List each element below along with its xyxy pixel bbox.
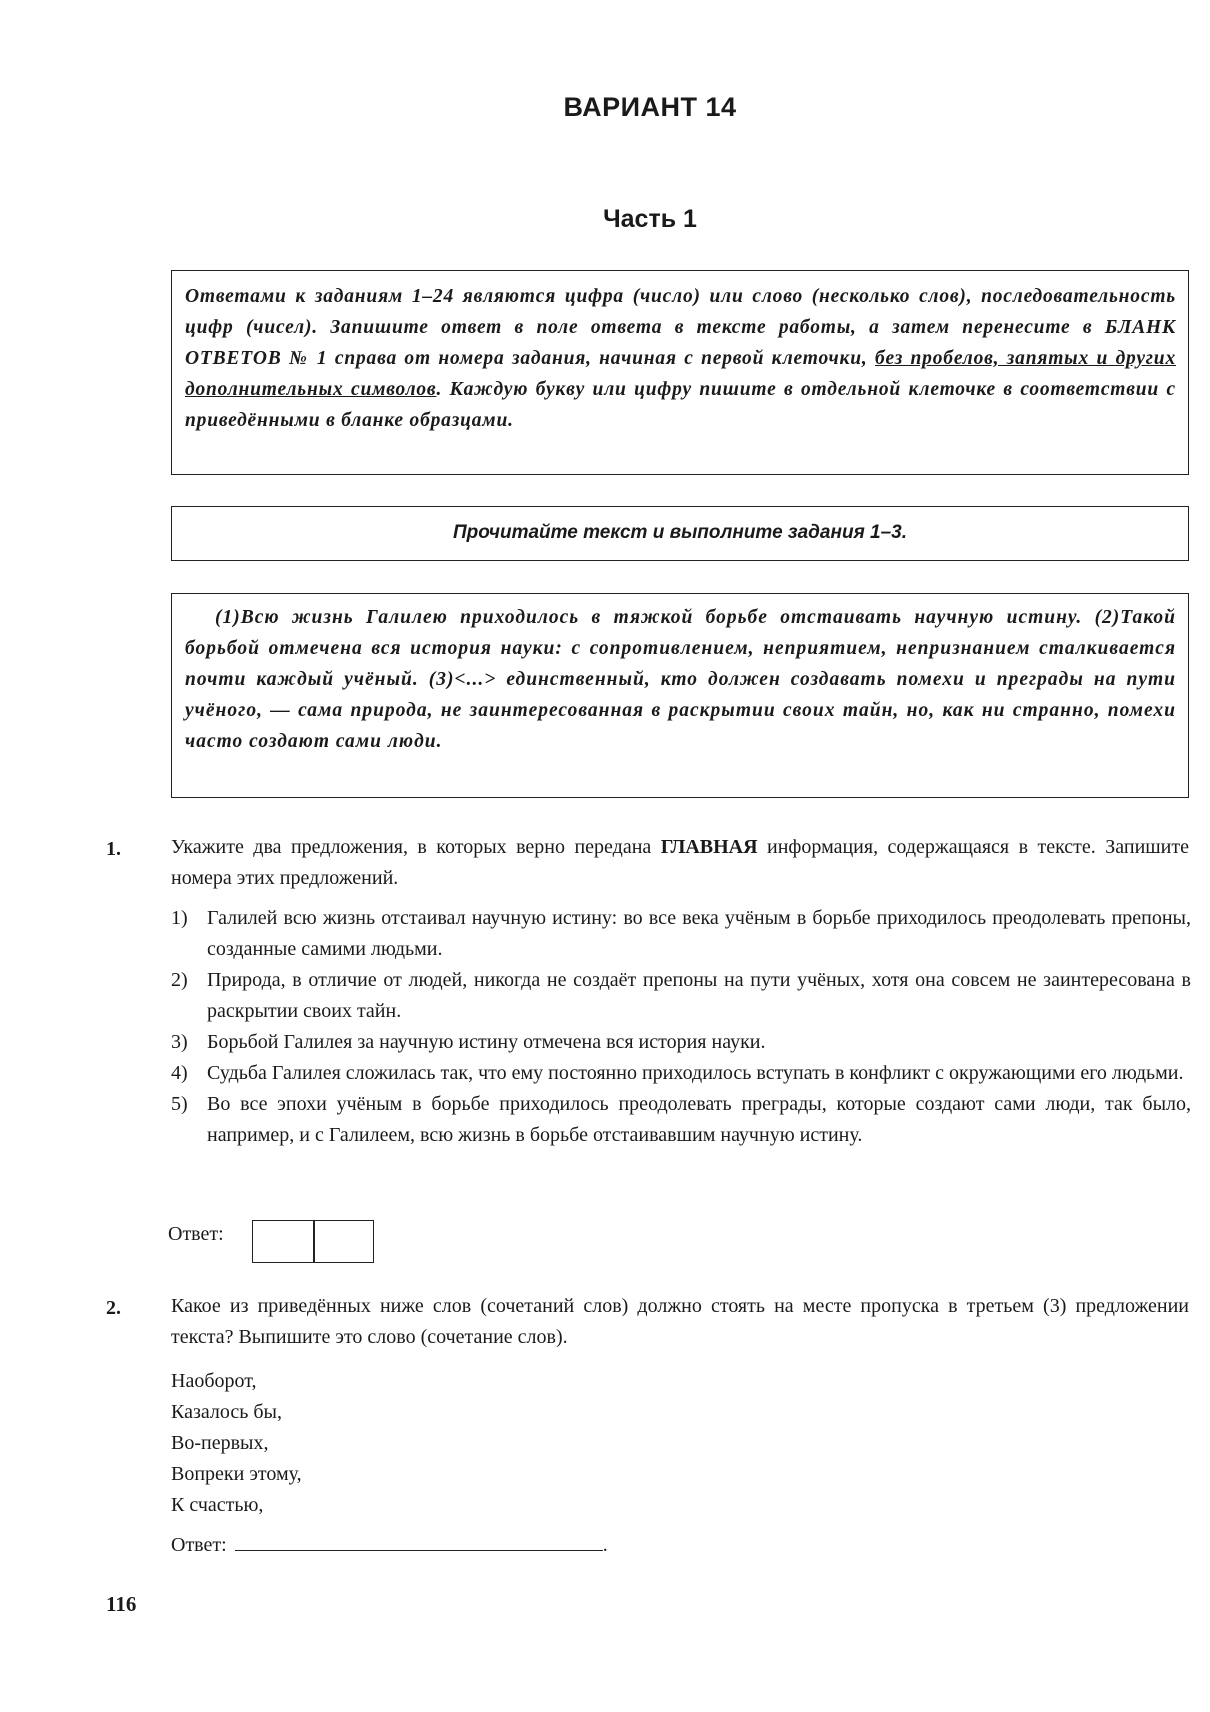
option-text: Судьба Галилея сложилась так, что ему постоянно приходилось вступать в конфликт с окружающими его людьми. xyxy=(207,1062,1184,1084)
reading-text-box xyxy=(171,593,1189,798)
option-number: 4) xyxy=(171,1062,188,1084)
task-2-answer-line[interactable] xyxy=(235,1532,603,1551)
option-number: 3) xyxy=(171,1031,188,1053)
reading-text: (1)Всю жизнь Галилею приходилось в тяжкой борьбе отстаивать научную истину. (2)Такой борьбой отмечена вся история науки: с сопротивлением, неприятием, непризнанием сталкивается почти каждый учёный. (3)<...> единственный, кто должен создавать помехи и преграды на пути учёного, — сама природа, не заинтересованная в раскрытии своих тайн, но, как ни странно, помехи часто создают сами люди. xyxy=(185,607,1176,752)
task-1-options xyxy=(171,903,1191,1151)
task-1-question xyxy=(171,832,1189,894)
task-1-option xyxy=(171,1089,1191,1151)
task-2-number: 2. xyxy=(106,1297,121,1319)
option-number: 1) xyxy=(171,907,188,929)
read-prompt: Прочитайте текст и выполните задания 1–3. xyxy=(452,522,908,543)
task-1-question-start: Укажите два предложения, в которых верно передана xyxy=(171,836,661,858)
variant-title: ВАРИАНТ 14 xyxy=(563,92,737,122)
part-title: Часть 1 xyxy=(603,205,697,233)
task-1-answer-cells[interactable] xyxy=(252,1220,374,1263)
word-option: Наоборот, xyxy=(171,1370,257,1392)
task-2-question: Какое из приведённых ниже слов (сочетаний слов) должно стоять на месте пропуска в третьем (3) предложении текста? Выпишите это слово (сочетание слов). xyxy=(171,1295,1189,1348)
task-1-number: 1. xyxy=(106,838,121,860)
instructions-text-start: Ответами к заданиям 1–24 являются цифра (число) или слово (несколько слов), последовательность цифр (чисел). Запишите ответ в поле ответа в тексте работы, а затем перенесите в БЛАНК ОТВЕТОВ № 1 справа от номера задания, начиная с первой клеточки, xyxy=(185,286,1176,369)
word-option: Во-первых, xyxy=(171,1432,269,1454)
task-1-question-end: информация, содержащаяся в тексте. Запишите номера этих предложений. xyxy=(171,836,1190,889)
task-2-answer-end: . xyxy=(602,1534,608,1556)
option-number: 5) xyxy=(171,1093,188,1115)
option-number: 2) xyxy=(171,969,188,991)
task-2-word-list xyxy=(171,1366,302,1521)
option-text: Галилей всю жизнь отстаивал научную истину: во все века учёным в борьбе приходилось преодолевать препоны, созданные самими людьми. xyxy=(207,907,1191,960)
read-prompt-box xyxy=(171,506,1189,561)
instructions-underlined: без пробелов, запятых и других дополнительных символов xyxy=(185,348,1176,400)
task-1-option xyxy=(171,965,1191,1027)
instructions-box xyxy=(171,270,1189,475)
word-option: К счастью, xyxy=(171,1494,264,1516)
word-option: Казалось бы, xyxy=(171,1401,282,1423)
task-1-answer-label: Ответ: xyxy=(168,1223,224,1245)
task-1-option xyxy=(171,1027,1191,1058)
option-text: Борьбой Галилея за научную истину отмечена вся история науки. xyxy=(207,1031,766,1053)
task-1-question-bold: ГЛАВНАЯ xyxy=(660,836,758,858)
task-2-answer xyxy=(171,1532,608,1557)
task-1-option xyxy=(171,1058,1191,1089)
task-2-answer-label: Ответ: xyxy=(171,1534,227,1556)
page-number: 116 xyxy=(106,1592,137,1616)
task-1-option xyxy=(171,903,1191,965)
option-text: Во все эпохи учёным в борьбе приходилось преодолевать преграды, которые создают сами люди, так было, например, и с Галилеем, всю жизнь в борьбе отстаивавшим научную истину. xyxy=(207,1093,1191,1146)
answer-cell-divider xyxy=(313,1221,315,1262)
option-text: Природа, в отличие от людей, никогда не создаёт препоны на пути учёных, хотя она совсем не заинтересована в раскрытии своих тайн. xyxy=(207,969,1191,1022)
instructions-text-end: . Каждую букву или цифру пишите в отдельной клеточке в соответствии с приведёнными в бланке образцами. xyxy=(185,379,1176,431)
word-option: Вопреки этому, xyxy=(171,1463,302,1485)
